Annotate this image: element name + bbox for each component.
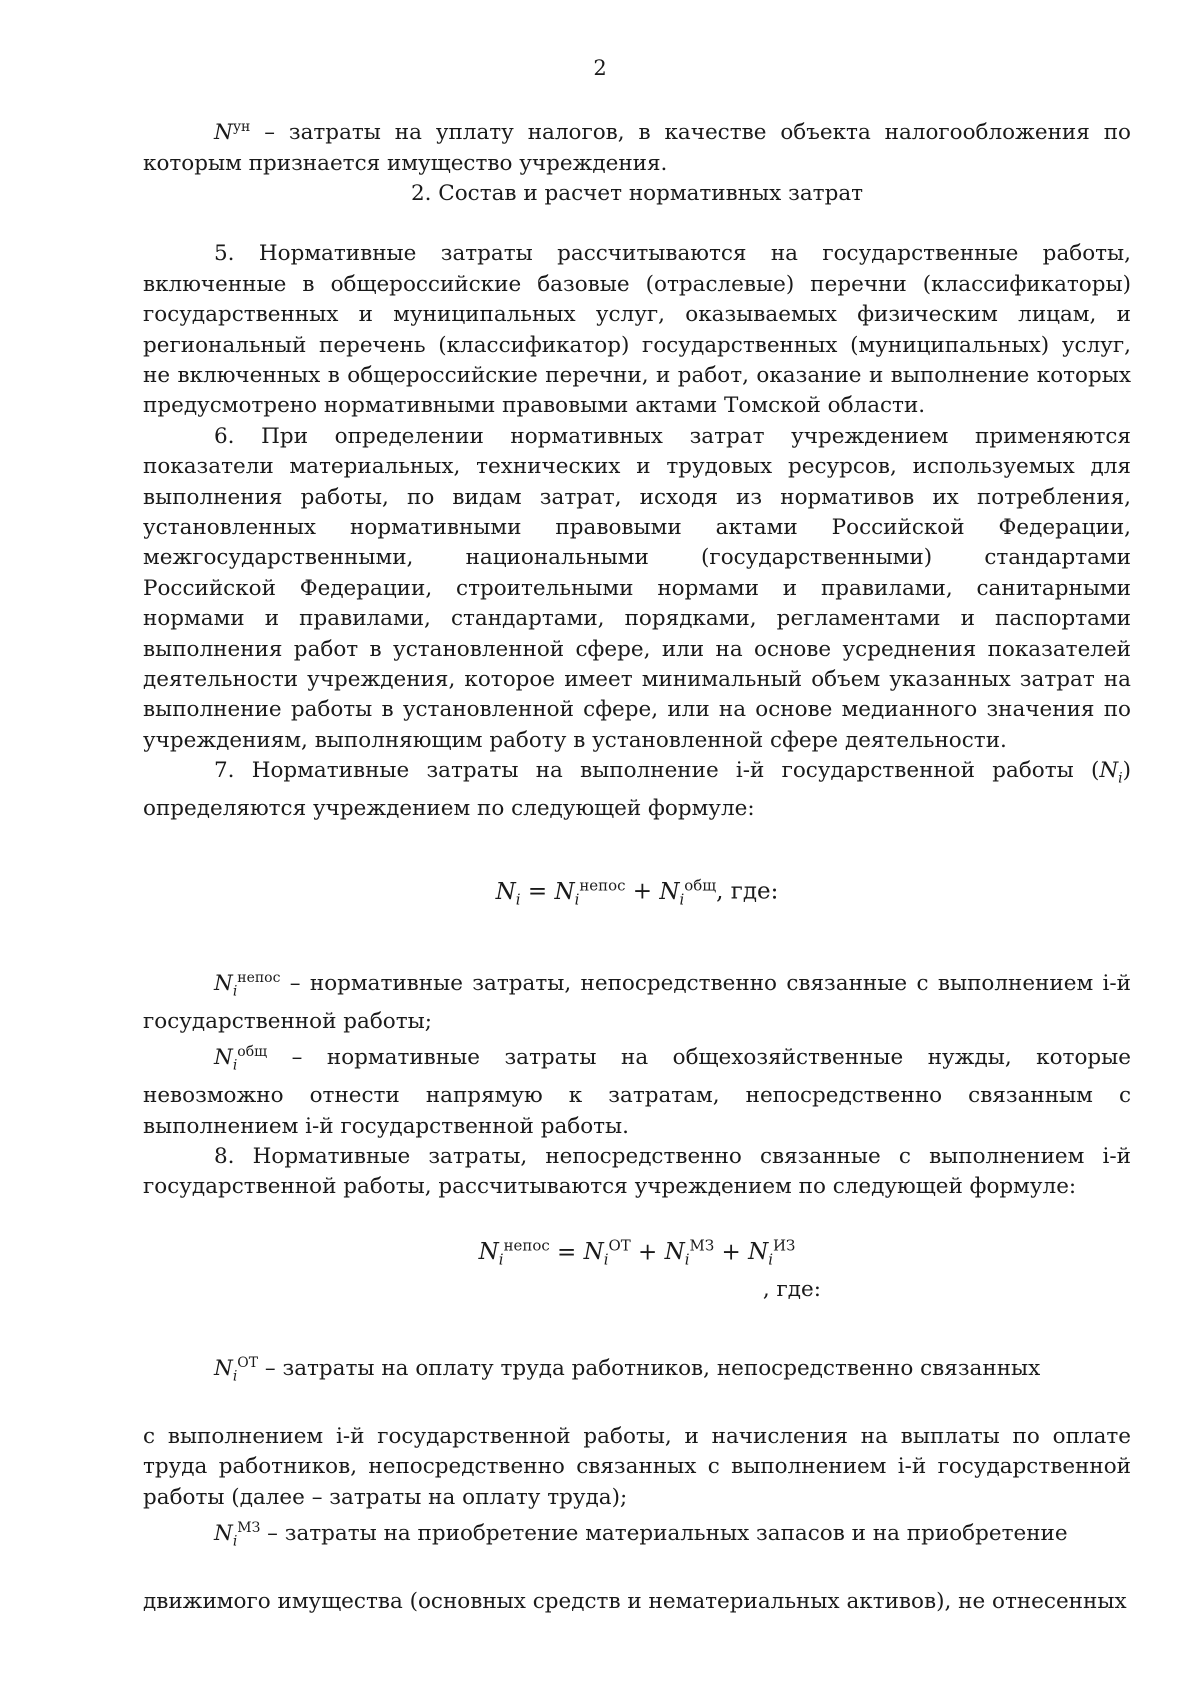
tax-cost-definition: $N^{ун}$ – затраты на уплату налогов, в качестве объекта налогообложения по которым признается имущество учреждения. bbox=[143, 119, 1131, 176]
definition-labor-costs-line1: $N_i^{ОТ}$ – затраты на оплату труда работников, непосредственно связанных bbox=[214, 1354, 1041, 1385]
paragraph-8: 8. Нормативные затраты, непосредственно связанные с выполнением i-й государственной работы, рассчитываются учреждением по следующей формуле: bbox=[143, 1143, 1131, 1200]
document-body bbox=[143, 112, 1131, 1617]
symbol-n-un: $N^{ун}$ bbox=[214, 119, 251, 146]
formula-where: , где: bbox=[716, 879, 779, 906]
formula-direct-cost: $N_i^{непос} = N_i^{ОТ} + N_i^{МЗ} + N_i^{ИЗ}$ bbox=[478, 1236, 796, 1270]
definition-labor-costs-rest: с выполнением i-й государственной работы, и начисления на выплаты по оплате труда работников, непосредственно связанных с выполнением i-й государственной работы (далее – затраты на оплату труда); bbox=[143, 1423, 1131, 1510]
paragraph-6: 6. При определении нормативных затрат учреждением применяются показатели материальных, технических и трудовых ресурсов, используемых для выполнения работы, по видам затрат, исходя из нормативов их потребления, установленных нормативными правовыми актами Российской Федерации, межгосударственными, национальными (государственными) стандартами Российской Федерации, строительными нормами и правилами, санитарными нормами и правилами, стандартами, порядками, регламентами и паспортами выполнения работ в установленной сфере, или на основе усреднения показателей деятельности учреждения, которое имеет минимальный объем указанных затрат на выполнение работы в установленной сфере, или на основе медианного значения по учреждениям, выполняющим работу в установленной сфере деятельности. bbox=[143, 423, 1131, 753]
definition-material-costs-line1: $N_i^{МЗ}$ – затраты на приобретение материальных запасов и на приобретение bbox=[214, 1519, 1068, 1550]
paragraph-5: 5. Нормативные затраты рассчитываются на государственные работы, включенные в общероссийские базовые (отраслевые) перечни (классификаторы) государственных и муниципальных услуг, оказываемых физическим лицам, и региональный перечень (классификатор) государственных (муниципальных) услуг, не включенных в общероссийские перечни, и работ, оказание и выполнение которых предусмотрено нормативными правовыми актами Томской области. bbox=[143, 241, 1131, 419]
formula-total-cost: $N_i = N_i^{непос} + N_i^{общ}$, где: bbox=[495, 876, 779, 909]
paragraph-7: 7. Нормативные затраты на выполнение i-й государственной работы $(N_i)$ определяются учреждением по следующей формуле: bbox=[143, 758, 1131, 821]
definition-general-costs: $N_i^{общ}$ – нормативные затраты на общехозяйственные нужды, которые невозможно отнести напрямую к затратам, непосредственно связанным с выполнением i-й государственной работы. bbox=[143, 1044, 1131, 1139]
page-number: 2 bbox=[593, 56, 607, 80]
symbol-n-i: $N_i$ bbox=[1099, 758, 1123, 787]
formula-2-where: , где: bbox=[762, 1277, 821, 1303]
definition-material-costs-rest: движимого имущества (основных средств и нематериальных активов), не отнесенных bbox=[143, 1588, 1127, 1614]
definition-direct-costs: $N_i^{непос}$ – нормативные затраты, непосредственно связанные с выполнением i-й государственной работы; bbox=[143, 970, 1131, 1034]
section-heading: 2. Состав и расчет нормативных затрат bbox=[410, 180, 864, 206]
